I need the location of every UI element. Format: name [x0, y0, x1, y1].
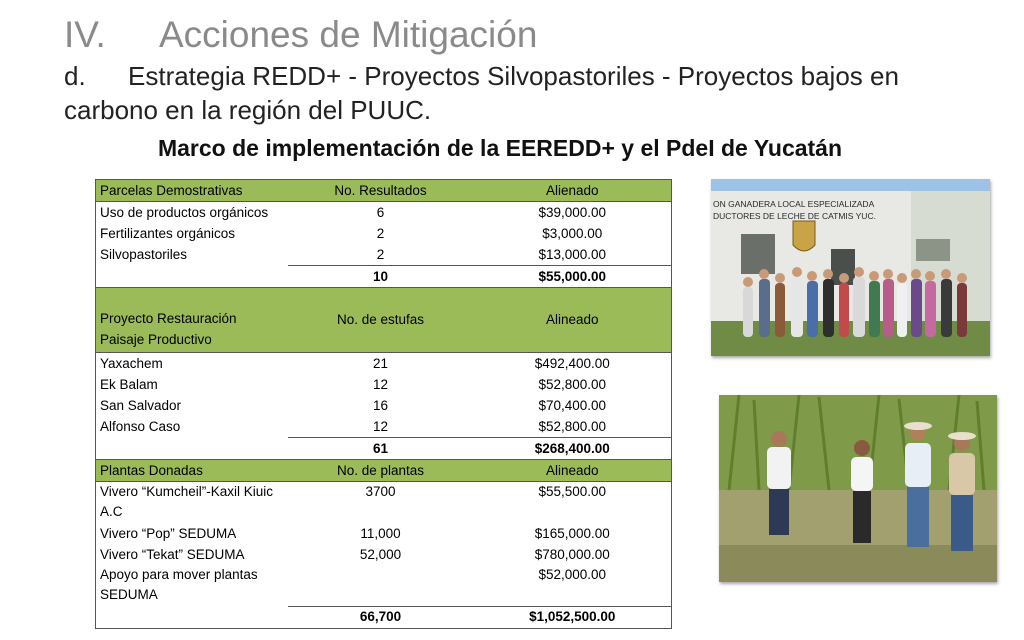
- table-cell: $70,400.00: [474, 395, 672, 416]
- section-heading: [64, 12, 537, 58]
- table-cell: Yaxachem: [96, 353, 288, 375]
- building-sign-line: DUCTORES DE LECHE DE CATMIS YUC.: [713, 211, 876, 221]
- table-row: [96, 202, 672, 224]
- subsection-title: Estrategia REDD+ - Proyectos Silvopastoriles - Proyectos bajos en carbono en la región del PUUC.: [64, 61, 899, 125]
- total-cell: $268,400.00: [474, 438, 672, 460]
- table-cell: Vivero “Tekat” SEDUMA: [96, 544, 288, 565]
- table-cell: $780,000.00: [474, 544, 672, 565]
- table-cell: 12: [372, 418, 389, 434]
- subsection-heading: [64, 59, 964, 127]
- column-header: Alineado: [474, 460, 672, 482]
- table-cell: $3,000.00: [474, 223, 672, 244]
- section-number: IV.: [64, 14, 106, 55]
- column-header: Parcelas Demostrativas: [96, 180, 288, 202]
- table-row: [96, 416, 672, 438]
- table-cell: 11,000: [360, 525, 401, 541]
- section-title: Acciones de Mitigación: [159, 14, 538, 55]
- column-header: Proyecto Restauración Paisaje Productivo: [96, 288, 288, 353]
- table-cell: Fertilizantes orgánicos: [96, 223, 288, 244]
- table-cell: 3700: [365, 484, 396, 499]
- column-header: Alineado: [474, 288, 672, 353]
- table-row: [96, 244, 672, 266]
- table-row: [96, 482, 672, 524]
- table-title: Marco de implementación de la EEREDD+ y el PdeI de Yucatán: [157, 135, 843, 161]
- table-total-row: [96, 266, 672, 288]
- table-cell: $52,800.00: [474, 374, 672, 395]
- group-photo-building: [711, 179, 990, 356]
- column-header: No. Resultados: [288, 180, 474, 202]
- table-header-row: [96, 460, 672, 482]
- table-cell: 21: [372, 355, 389, 371]
- table-cell: Silvopastoriles: [96, 244, 288, 266]
- table-cell: 16: [372, 397, 389, 413]
- table-cell: 6: [376, 204, 385, 220]
- table-cell: Alfonso Caso: [96, 416, 288, 438]
- table-cell: $52,800.00: [474, 416, 672, 438]
- building-sign-line: ON GANADERA LOCAL ESPECIALIZADA: [713, 199, 875, 209]
- total-cell: 66,700: [288, 606, 474, 628]
- table-cell: Vivero “Pop” SEDUMA: [96, 523, 288, 544]
- column-header: No. de estufas: [288, 288, 474, 353]
- implementation-table: [95, 179, 672, 629]
- table-cell: [288, 565, 474, 606]
- table-row: [96, 353, 672, 375]
- column-header: Plantas Donadas: [96, 460, 288, 482]
- subsection-letter: d.: [64, 61, 86, 91]
- table-row: [96, 523, 672, 544]
- table-cell: Vivero “Kumcheil”-Kaxil Kiuic A.C: [96, 482, 288, 524]
- table-total-row: [96, 438, 672, 460]
- table-header-row: [96, 180, 672, 202]
- table-cell: $492,400.00: [474, 353, 672, 375]
- field-photo: [719, 395, 997, 582]
- table-cell: $165,000.00: [474, 523, 672, 544]
- table-cell: $55,500.00: [474, 482, 672, 524]
- total-cell: $1,052,500.00: [474, 606, 672, 628]
- table-row: [96, 374, 672, 395]
- table-cell: 2: [376, 246, 385, 262]
- total-cell: 10: [288, 266, 474, 288]
- table-row: [96, 544, 672, 565]
- table-total-row: [96, 606, 672, 628]
- total-cell: 61: [288, 438, 474, 460]
- table-cell: $52,000.00: [474, 565, 672, 606]
- table-cell: $13,000.00: [474, 244, 672, 266]
- table-row: [96, 223, 672, 244]
- table-cell: Apoyo para mover plantas SEDUMA: [96, 565, 288, 606]
- table-cell: $39,000.00: [474, 202, 672, 224]
- table-cell: Uso de productos orgánicos: [96, 202, 288, 224]
- column-header: Alienado: [474, 180, 672, 202]
- table-cell: Ek Balam: [96, 374, 288, 395]
- table-cell: 2: [376, 225, 385, 241]
- column-header: No. de plantas: [288, 460, 474, 482]
- table-row: [96, 395, 672, 416]
- table-cell: 52,000: [359, 546, 402, 562]
- table-header-row: [96, 288, 672, 353]
- total-cell: $55,000.00: [474, 266, 672, 288]
- table-cell: San Salvador: [96, 395, 288, 416]
- table-row: [96, 565, 672, 606]
- table-cell: 12: [372, 376, 389, 392]
